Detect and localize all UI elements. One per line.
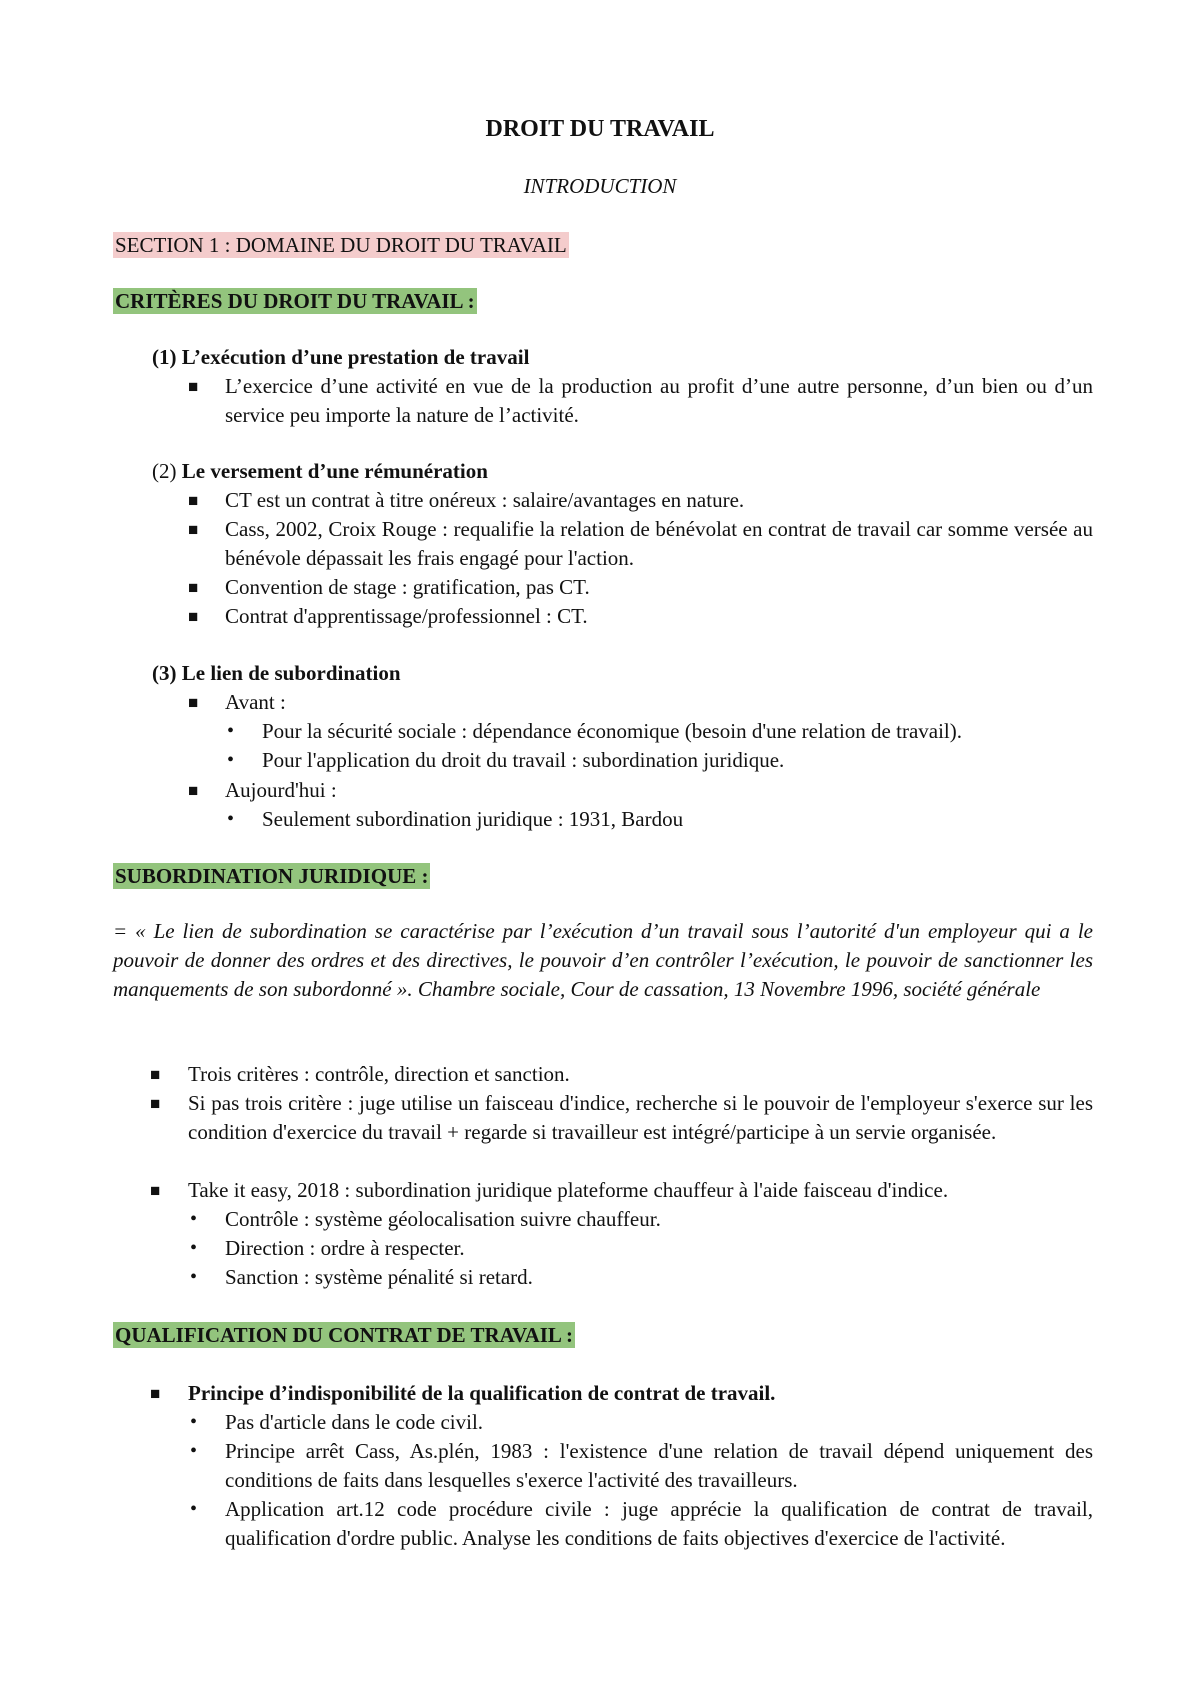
square-bullet-icon: ■ bbox=[150, 1094, 161, 1113]
document-title: DROIT DU TRAVAIL bbox=[485, 116, 715, 142]
square-bullet-icon: ■ bbox=[188, 377, 199, 396]
square-bullet-icon: ■ bbox=[188, 607, 199, 626]
square-bullet-icon: ■ bbox=[150, 1384, 161, 1403]
dot-bullet-icon: • bbox=[227, 808, 235, 830]
document-subtitle: INTRODUCTION bbox=[523, 174, 677, 198]
square-bullet-icon: ■ bbox=[188, 491, 199, 510]
section-1-label: SECTION 1 : DOMAINE DU DROIT DU TRAVAIL bbox=[115, 233, 567, 257]
subordination-bullet-3: Take it easy, 2018 : subordination juridique plateforme chauffeur à l'aide faisceau d'indice. bbox=[188, 1178, 949, 1202]
critere-2-bullet-3: Convention de stage : gratification, pas CT. bbox=[225, 575, 590, 599]
qualification-item-3: Application art.12 code procédure civile : juge apprécie la qualification de contrat de travail, qualification d'ordre public. Analyse les conditions de faits objectives d'exercice de l'activité. bbox=[225, 1497, 1093, 1550]
critere-1-bullet: L’exercice d’une activité en vue de la production au profit d’une autre personne, d’un bien ou d’un service peu importe la nature de l’activité. bbox=[225, 374, 1093, 427]
subordination-bullet-2: Si pas trois critère : juge utilise un faisceau d'indice, recherche si le pouvoir de l'employeur s'exerce sur les condition d'exercice du travail + regarde si travailleur est intégré/participe à un servie organisée. bbox=[188, 1091, 1093, 1144]
criteres-heading: CRITÈRES DU DROIT DU TRAVAIL : bbox=[115, 289, 475, 313]
dot-bullet-icon: • bbox=[190, 1440, 198, 1462]
critere-3-title: (3) Le lien de subordination bbox=[152, 661, 401, 685]
critere-1-title: (1) L’exécution d’une prestation de travail bbox=[152, 345, 530, 369]
square-bullet-icon: ■ bbox=[188, 520, 199, 539]
qualification-item-2: Principe arrêt Cass, As.plén, 1983 : l'existence d'une relation de travail dépend uniquement des conditions de faits dans lesquelles s'exerce l'activité des travailleurs. bbox=[225, 1439, 1093, 1492]
dot-bullet-icon: • bbox=[190, 1266, 198, 1288]
dot-bullet-icon: • bbox=[227, 749, 235, 771]
critere-3-avant: Avant : bbox=[225, 690, 286, 714]
subordination-bullet-3-item-2: Direction : ordre à respecter. bbox=[225, 1236, 465, 1260]
subordination-bullet-1: Trois critères : contrôle, direction et sanction. bbox=[188, 1062, 570, 1086]
subordination-bullet-3-item-1: Contrôle : système géolocalisation suivre chauffeur. bbox=[225, 1207, 661, 1231]
qualification-heading: QUALIFICATION DU CONTRAT DE TRAVAIL : bbox=[115, 1323, 574, 1347]
subordination-bullet-3-item-3: Sanction : système pénalité si retard. bbox=[225, 1265, 533, 1289]
critere-2-title: (2) Le versement d’une rémunération bbox=[152, 459, 488, 483]
square-bullet-icon: ■ bbox=[150, 1065, 161, 1084]
square-bullet-icon: ■ bbox=[188, 781, 199, 800]
critere-3-avant-item-1: Pour la sécurité sociale : dépendance économique (besoin d'une relation de travail). bbox=[262, 719, 963, 743]
subordination-heading: SUBORDINATION JURIDIQUE : bbox=[115, 864, 429, 888]
square-bullet-icon: ■ bbox=[188, 693, 199, 712]
qualification-item-1: Pas d'article dans le code civil. bbox=[225, 1410, 484, 1434]
qualification-bullet-1: Principe d’indisponibilité de la qualification de contrat de travail. bbox=[188, 1381, 776, 1405]
dot-bullet-icon: • bbox=[227, 720, 235, 742]
square-bullet-icon: ■ bbox=[150, 1181, 161, 1200]
dot-bullet-icon: • bbox=[190, 1208, 198, 1230]
critere-2-bullet-1: CT est un contrat à titre onéreux : salaire/avantages en nature. bbox=[225, 488, 745, 512]
square-bullet-icon: ■ bbox=[188, 578, 199, 597]
critere-2-bullet-4: Contrat d'apprentissage/professionnel : CT. bbox=[225, 604, 588, 628]
critere-2-bullet-2: Cass, 2002, Croix Rouge : requalifie la relation de bénévolat en contrat de travail car somme versée au bénévole dépassait les frais engagé pour l'action. bbox=[225, 517, 1093, 570]
critere-3-avant-item-2: Pour l'application du droit du travail : subordination juridique. bbox=[262, 748, 785, 772]
dot-bullet-icon: • bbox=[190, 1498, 198, 1520]
dot-bullet-icon: • bbox=[190, 1411, 198, 1433]
subordination-quote: = « Le lien de subordination se caractérise par l’exécution d’un travail sous l’autorité d'un employeur qui a le pouvoir de donner des ordres et des directives, le pouvoir d’en contrôler l’exécution, le pouvoir de sanctionner les manquements de son subordonné ». Chambre sociale, Cour de cassation, 13 Novembre 1996, société générale bbox=[113, 919, 1093, 1001]
section-heading bbox=[113, 231, 569, 260]
critere-3-aujourdhui: Aujourd'hui : bbox=[225, 778, 337, 802]
dot-bullet-icon: • bbox=[190, 1237, 198, 1259]
critere-3-aujourdhui-item-1: Seulement subordination juridique : 1931, Bardou bbox=[262, 807, 684, 831]
